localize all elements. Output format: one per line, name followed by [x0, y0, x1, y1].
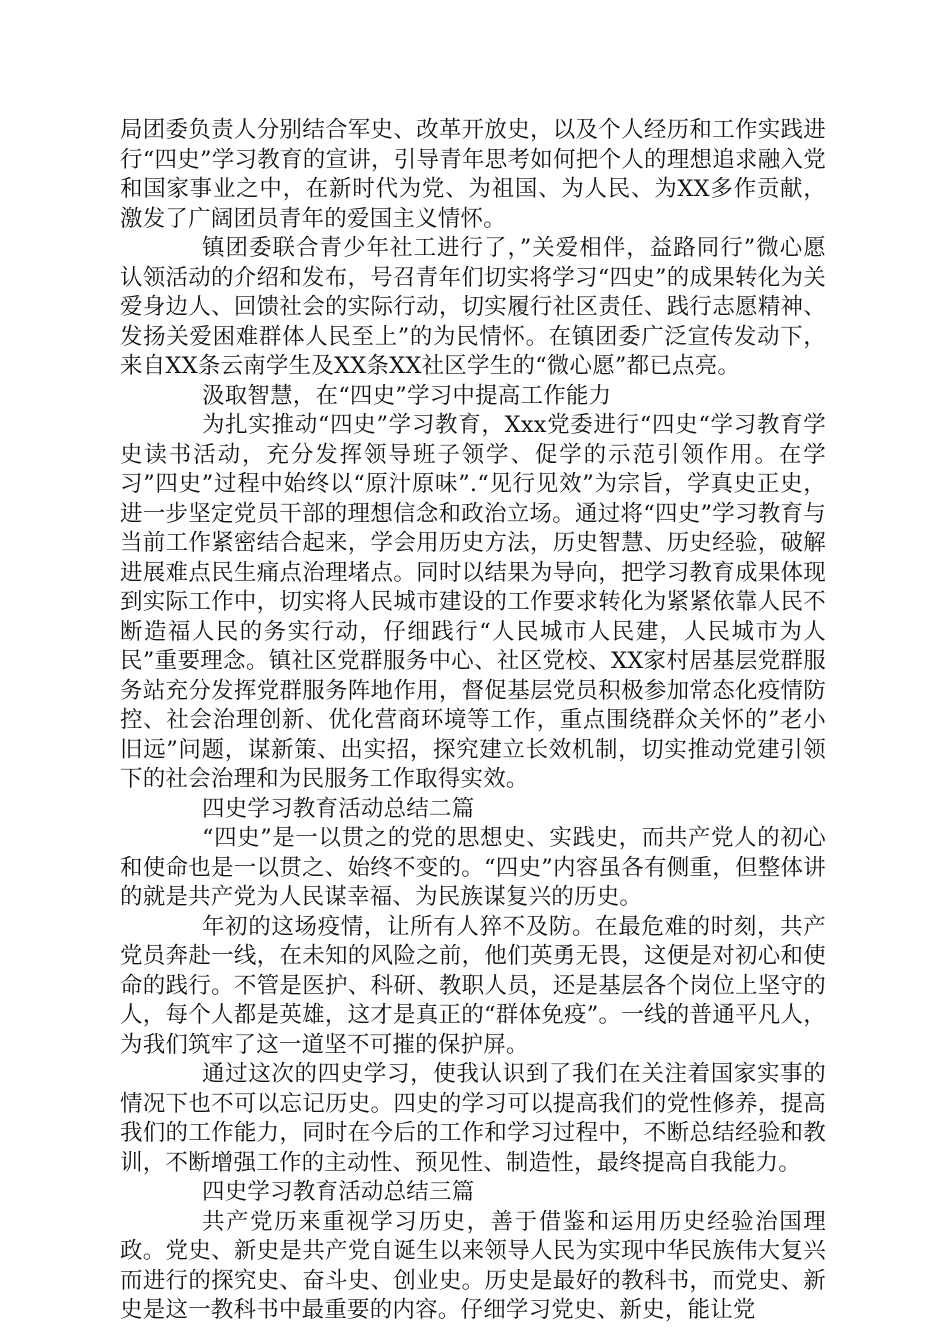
paragraph-youth-wish-activity: 镇团委联合青少年社工进行了，”关爱相伴，益路同行”微心愿认领活动的介绍和发布，号召青年们切实将学习“四史”的成果转化为关爱身边人、回馈社会的实际行动，切实履行社区责任、践行志愿精神、发扬关爱困难群体人民至上”的为民情怀。在镇团委广泛宣传发动下，来自XX条云南学生及XX条XX社区学生的“微心愿”都已点亮。	[120, 235, 826, 379]
paragraph-continuation: 局团委负责人分别结合军史、改革开放史，以及个人经历和工作实践进行“四史”学习教育的宣讲，引导青年思考如何把个人的理想追求融入党和国家事业之中，在新时代为党、为祖国、为人民、为XX多作贡献，激发了广阔团员青年的爱国主义情怀。	[120, 117, 826, 232]
paragraph-epidemic: 年初的这场疫情，让所有人猝不及防。在最危难的时刻，共产党员奔赴一线，在未知的风险之前，他们英勇无畏，这便是对初心和使命的践行。不管是医护、科研、教职人员，还是基层各个岗位上坚守的人，每个人都是英雄，这才是真正的“群体免疫”。一线的普通平凡人，为我们筑牢了这一道坚不可摧的保护屏。	[120, 913, 826, 1058]
paragraph-history-importance: 共产党历来重视学习历史，善于借鉴和运用历史经验治国理政。党史、新史是共产党自诞生以来领导人民为实现中华民族伟大复兴而进行的探究史、奋斗史、创业史。历史是最好的教科书，而党史、新史是这一教科书中最重要的内容。仔细学习党史、新史，能让党	[120, 1208, 826, 1323]
section-heading-summary-two: 四史学习教育活动总结二篇	[202, 795, 475, 822]
document-page	[120, 116, 826, 1326]
paragraph-party-study: 为扎实推动“四史”学习教育，Xxx党委进行“四史“学习教育学史读书活动，充分发挥领导班子领学、促学的示范引领作用。在学习”四史”过程中始终以“原汁原味”.“见行见效”为宗旨，学真史正史，进一步坚定党员干部的理想信念和政治立场。通过将“四史”学习教育与当前工作紧密结合起来，学会用历史方法，历史智慧、历史经验，破解进展难点民生痛点治理堵点。同时以结果为导向，把学习教育成果体现到实际工作中，切实将人民城市建设的工作要求转化为紧紧依靠人民不断造福人民的务实行动，仔细践行“人民城市人民建，人民城市为人民”重要理念。镇社区党群服务中心、社区党校、XX家村居基层党群服务站充分发挥党群服务阵地作用，督促基层党员积极参加常态化疫情防控、社会治理创新、优化营商环境等工作，重点围绕群众关怀的”老小旧远”问题，谋新策、出实招，探究建立长效机制，切实推动党建引领下的社会治理和为民服务工作取得实效。	[120, 412, 826, 792]
paragraph-four-histories: “四史”是一以贯之的党的思想史、实践史，而共产党人的初心和使命也是一以贯之、始终不变的。“四史”内容虽各有侧重，但整体讲的就是共产党为人民谋幸福、为民族谋复兴的历史。	[120, 825, 826, 910]
paragraph-reflection: 通过这次的四史学习，使我认识到了我们在关注着国家实事的情况下也不可以忘记历史。四史的学习可以提高我们的党性修养，提高我们的工作能力，同时在今后的工作和学习过程中，不断总结经验和教训，不断增强工作的主动性、预见性、制造性，最终提高自我能力。	[120, 1061, 826, 1176]
section-heading-summary-three: 四史学习教育活动总结三篇	[202, 1179, 475, 1205]
section-heading-wisdom: 汲取智慧，在“四史”学习中提高工作能力	[202, 382, 612, 409]
